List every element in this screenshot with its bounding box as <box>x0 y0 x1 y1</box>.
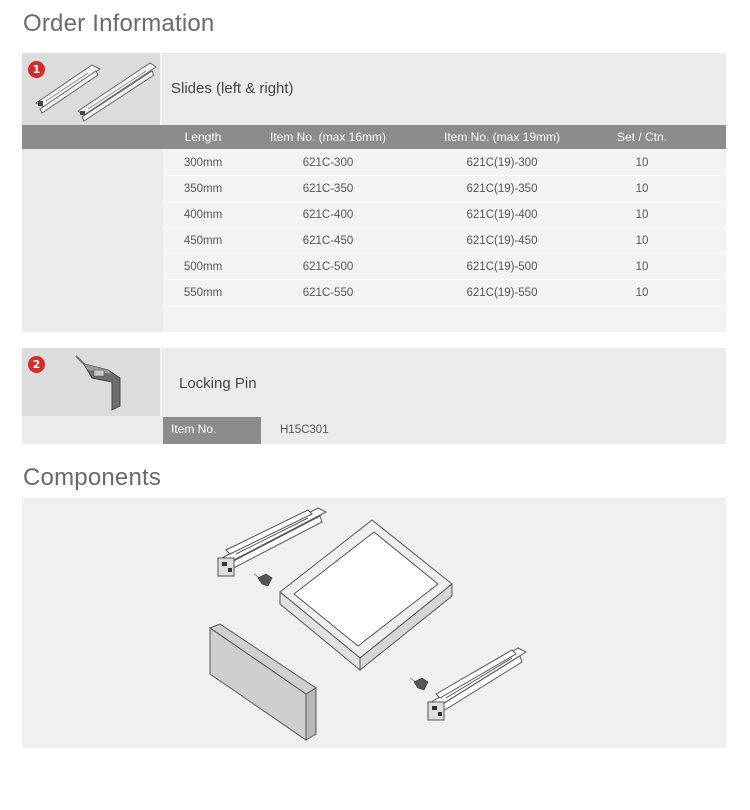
badge-2: 2 <box>28 356 45 373</box>
th-length: Length <box>184 130 222 144</box>
cell-length: 400mm <box>183 209 223 221</box>
front-panel <box>210 624 316 740</box>
cell-set-ctn: 10 <box>635 235 649 247</box>
locking-pin-section <box>22 348 726 444</box>
components-title: Components <box>23 464 162 491</box>
drawer-box <box>280 520 452 670</box>
cell-item-16: 621C-400 <box>302 209 354 221</box>
cell-item-19: 621C(19)-550 <box>466 287 538 299</box>
locking-pin-thumbnail <box>22 348 162 416</box>
cell-item-19: 621C(19)-350 <box>466 183 538 195</box>
cell-length: 300mm <box>183 157 223 169</box>
th-item-19mm: Item No. (max 19mm) <box>443 130 560 144</box>
components-illustration <box>22 498 726 748</box>
table-row <box>163 177 726 202</box>
badge-1: 1 <box>28 61 45 78</box>
cell-length: 550mm <box>183 287 223 299</box>
table-header <box>22 125 726 149</box>
cell-item-16: 621C-500 <box>302 261 354 273</box>
cell-item-16: 621C-450 <box>302 235 354 247</box>
left-locking-pin <box>254 574 272 586</box>
cell-item-16: 621C-350 <box>302 183 354 195</box>
cell-item-16: 621C-550 <box>302 287 354 299</box>
cell-set-ctn: 10 <box>635 157 649 169</box>
slides-thumbnail <box>22 53 162 125</box>
left-slide-rail <box>218 508 326 576</box>
item-no-value: H15C301 <box>280 424 329 436</box>
order-information-title: Order Information <box>23 10 215 37</box>
table-row <box>163 281 726 306</box>
cell-item-19: 621C(19)-500 <box>466 261 538 273</box>
locking-pin-name: Locking Pin <box>179 375 257 392</box>
slides-section <box>22 53 726 332</box>
cell-set-ctn: 10 <box>635 209 649 221</box>
slides-name: Slides (left & right) <box>171 80 294 97</box>
table-left-spacer <box>22 149 162 332</box>
slide-rails-illustration <box>22 53 162 125</box>
item-no-label: Item No. <box>163 417 261 444</box>
locking-pin-row <box>22 417 726 444</box>
cell-item-19: 621C(19)-300 <box>466 157 538 169</box>
cell-item-16: 621C-300 <box>302 157 354 169</box>
table-row <box>163 229 726 254</box>
slides-table-body <box>163 149 726 332</box>
table-row <box>163 255 726 280</box>
cell-length: 500mm <box>183 261 223 273</box>
right-locking-pin <box>410 678 428 690</box>
drawer-exploded-view <box>22 498 726 748</box>
th-set-ctn: Set / Ctn. <box>616 130 668 144</box>
table-row <box>163 203 726 228</box>
cell-item-19: 621C(19)-450 <box>466 235 538 247</box>
cell-set-ctn: 10 <box>635 183 649 195</box>
th-item-16mm: Item No. (max 16mm) <box>269 130 386 144</box>
cell-set-ctn: 10 <box>635 287 649 299</box>
cell-set-ctn: 10 <box>635 261 649 273</box>
cell-length: 350mm <box>183 183 223 195</box>
right-slide-rail <box>428 648 526 720</box>
cell-item-19: 621C(19)-400 <box>466 209 538 221</box>
locking-pin-illustration <box>22 348 162 416</box>
table-row <box>163 151 726 176</box>
cell-length: 450mm <box>183 235 223 247</box>
